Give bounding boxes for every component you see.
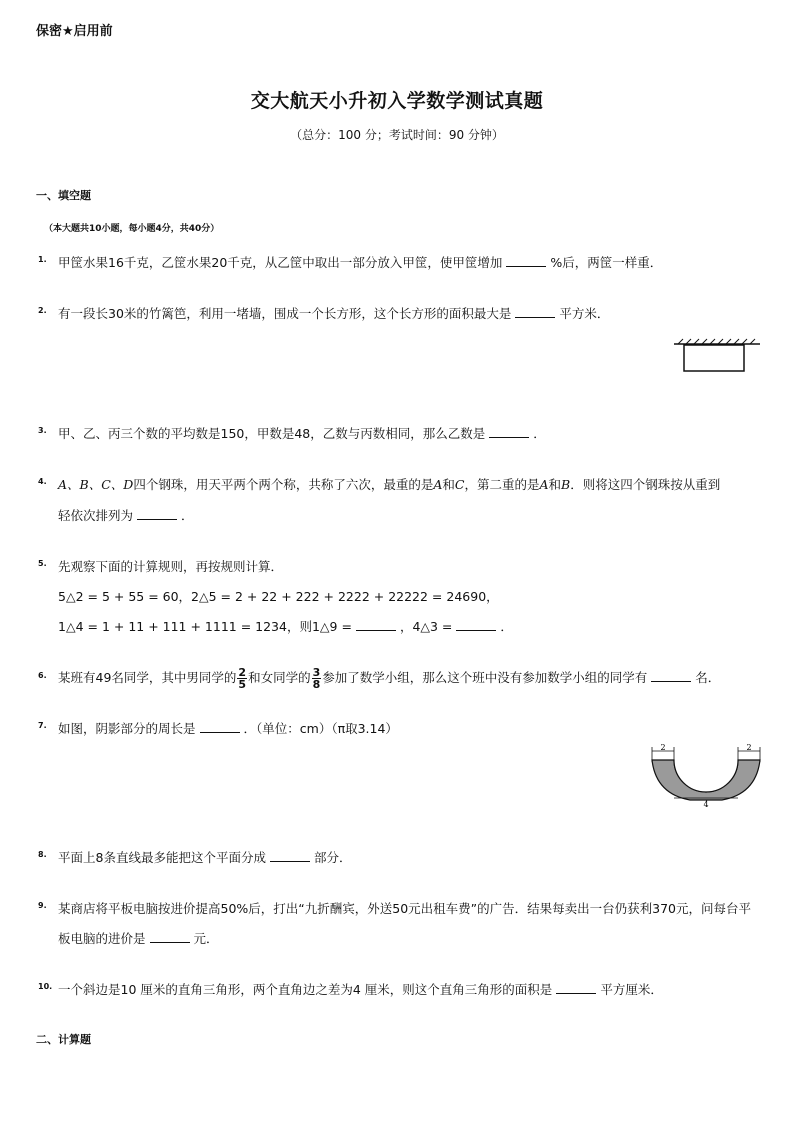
answer-blank — [651, 669, 691, 682]
question-9-number: 9. — [38, 901, 47, 910]
question-4-number: 4. — [38, 477, 47, 486]
question-5-number: 5. — [38, 559, 47, 568]
question-4-line-1 — [58, 476, 720, 494]
question-5-line-1: 先观察下面的计算规则，再按规则计算． — [58, 559, 284, 574]
question-4-text-e: ．则将这四个钢珠按从重到 — [570, 477, 721, 492]
figure-label-left: 2 — [660, 743, 666, 752]
question-1-text-a: 甲筐水果16千克，乙筐水果20千克，从乙筐中取出一部分放入甲筐，使甲筐增加 — [58, 255, 503, 270]
question-6-text-d: 名． — [695, 670, 721, 685]
question-4-line-2 — [58, 507, 194, 525]
question-4-text-b: 和 — [442, 477, 455, 492]
question-2 — [58, 305, 609, 323]
question-2-text-b: 平方米． — [559, 306, 610, 321]
question-8-number: 8. — [38, 850, 47, 859]
question-1 — [58, 254, 662, 272]
question-7 — [58, 720, 398, 738]
answer-blank — [200, 720, 240, 733]
answer-blank — [506, 254, 546, 267]
question-10-number: 10. — [38, 982, 53, 991]
question-4-var: A — [539, 477, 549, 492]
question-10 — [58, 981, 663, 999]
question-4-text-d: 和 — [548, 477, 562, 492]
question-4-var: B — [561, 477, 571, 492]
question-6-text-c: 参加了数学小组，那么这个班中没有参加数学小组的同学有 — [322, 670, 648, 685]
question-3-text-b: ． — [533, 426, 546, 441]
answer-blank — [489, 425, 529, 438]
fraction-numerator: 2 — [238, 666, 247, 679]
question-5-text-a: 1△4 = 1 + 11 + 111 + 1111 = 1234，则1△9 = — [58, 619, 352, 634]
answer-blank — [556, 981, 596, 994]
answer-blank — [515, 305, 555, 318]
question-10-text-b: 平方厘米． — [600, 982, 663, 997]
question-9-text-b: 元． — [193, 931, 219, 946]
section-1-note: （本大题共10小题，每小题4分，共40分） — [44, 224, 220, 234]
question-7-text-b: ．（单位：cm）（π取3.14） — [243, 721, 398, 736]
question-2-number: 2. — [38, 306, 47, 315]
question-3 — [58, 425, 546, 443]
question-4-text-c: ，第二重的是 — [464, 477, 540, 492]
question-9-line-1: 某商店将平板电脑按进价提高50%后，打出“九折酬宾，外送50元出租车费”的广告．结果每卖出一台仍获利370元，问每台平 — [58, 901, 752, 916]
question-5-text-c: ． — [500, 619, 513, 634]
answer-blank — [150, 930, 190, 943]
confidential-mark: 保密★启用前 — [36, 24, 113, 39]
question-8 — [58, 849, 351, 867]
wall-rectangle-figure — [672, 338, 762, 374]
question-4-text-f: 轻依次排列为 — [58, 508, 134, 523]
question-3-text-a: 甲、乙、丙三个数的平均数是150，甲数是48，乙数与丙数相同，那么乙数是 — [58, 426, 486, 441]
answer-blank — [270, 849, 310, 862]
shaded-arch-figure — [644, 742, 770, 808]
question-4-var: C — [454, 477, 465, 492]
question-10-text-a: 一个斜边是10 厘米的直角三角形，两个直角边之差为4 厘米，则这个直角三角形的面积是 — [58, 982, 553, 997]
question-7-text-a: 如图，阴影部分的周长是 — [58, 721, 196, 736]
question-8-text-b: 部分． — [313, 850, 352, 865]
question-7-number: 7. — [38, 721, 47, 730]
question-5-text-b: ，4△3 = — [399, 619, 453, 634]
question-6-text-b: 和女同学的 — [248, 670, 311, 685]
figure-label-bottom: 4 — [703, 800, 709, 808]
question-6 — [58, 663, 720, 693]
question-4-var: A — [433, 477, 443, 492]
fraction-numerator: 3 — [312, 666, 321, 679]
question-3-number: 3. — [38, 426, 47, 435]
section-2-title: 二、计算题 — [36, 1033, 91, 1046]
section-1-title: 一、填空题 — [36, 189, 91, 202]
question-4-text-a: 四个钢珠，用天平两个两个称，共称了六次，最重的是 — [133, 477, 434, 492]
exam-title: 交大航天小升初入学数学测试真题 — [250, 90, 544, 112]
question-4-variables: A、B、C、D — [58, 477, 134, 492]
question-2-text-a: 有一段长30米的竹篱笆，利用一堵墙，围成一个长方形，这个长方形的面积最大是 — [58, 306, 512, 321]
question-5-line-2: 5△2 = 5 + 55 = 60，2△5 = 2 + 22 + 222 + 2222 + 22222 = 24690， — [58, 589, 499, 604]
figure-label-right: 2 — [746, 743, 752, 752]
question-6-text-a: 某班有49名同学，其中男同学的 — [58, 670, 237, 685]
question-4-text-g: ． — [181, 508, 194, 523]
question-9-text-a: 板电脑的进价是 — [58, 931, 146, 946]
question-1-text-b: %后，两筐一样重． — [550, 255, 663, 270]
answer-blank — [137, 507, 177, 520]
question-8-text-a: 平面上8条直线最多能把这个平面分成 — [58, 850, 266, 865]
question-9-line-2 — [58, 930, 219, 948]
fraction-three-eighths — [312, 667, 322, 690]
fraction-denominator: 8 — [312, 678, 321, 691]
answer-blank — [456, 618, 496, 631]
question-6-number: 6. — [38, 671, 47, 680]
answer-blank — [356, 618, 396, 631]
question-5-line-3 — [58, 618, 513, 636]
question-1-number: 1. — [38, 255, 47, 264]
exam-subtitle: （总分：100 分；考试时间：90 分钟） — [290, 128, 504, 142]
fraction-two-fifths — [237, 667, 247, 690]
fraction-denominator: 5 — [238, 678, 247, 691]
